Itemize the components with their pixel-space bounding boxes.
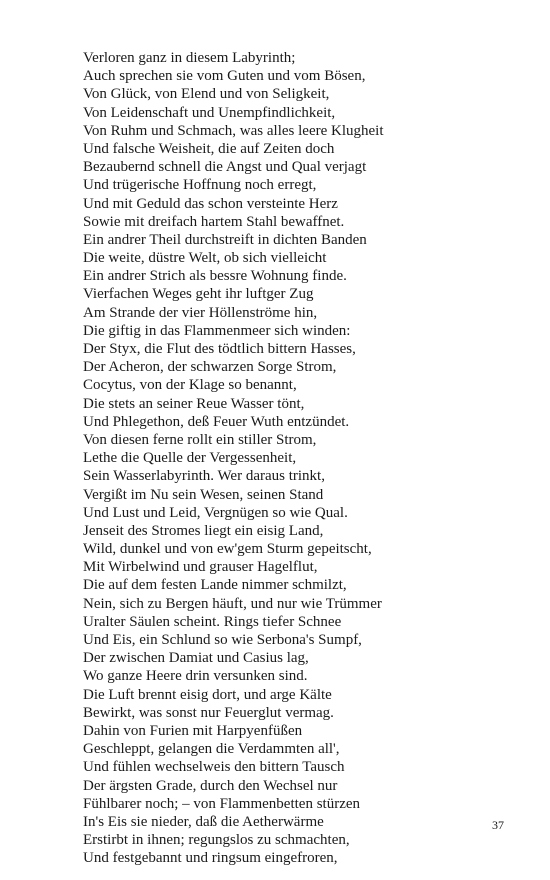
poem-line: Jenseit des Stromes liegt ein eisig Land, — [83, 522, 324, 539]
poem-line: Und mit Geduld das schon versteinte Herz — [83, 195, 338, 212]
poem-line: Der zwischen Damiat und Casius lag, — [83, 650, 309, 667]
poem-line: Und Eis, ein Schlund so wie Serbona's Sumpf, — [83, 632, 362, 648]
poem-line: Geschleppt, gelangen die Verdammten all', — [83, 741, 340, 758]
poem-line: Bewirkt, was sonst nur Feuerglut vermag. — [83, 704, 334, 721]
poem-line: Der ärgsten Grade, durch den Wechsel nur — [83, 777, 338, 794]
poem-line: Von Glück, von Elend und von Seligkeit, — [83, 86, 330, 103]
poem-line: Lethe die Quelle der Vergessenheit, — [83, 450, 297, 467]
poem-line: Sein Wasserlabyrinth. Wer daraus trinkt, — [83, 468, 325, 485]
poem-line: Und Lust und Leid, Vergnügen so wie Qual. — [83, 504, 348, 521]
poem-line: Und Phlegethon, deß Feuer Wuth entzündet. — [83, 413, 350, 430]
poem-line: Fühlbarer noch; – von Flammenbetten stürzen — [83, 795, 361, 812]
poem-line: Uralter Säulen scheint. Rings tiefer Schnee — [83, 613, 342, 630]
poem-line: Und festgebannt und ringsum eingefroren, — [83, 850, 338, 867]
poem-line: Und fühlen wechselweis den bittern Tausch — [83, 759, 345, 776]
poem-line: Ein andrer Strich als bessre Wohnung finde. — [83, 268, 347, 285]
poem-line: Vergißt im Nu sein Wesen, seinen Stand — [83, 486, 324, 503]
poem-line: Wo ganze Heere drin versunken sind. — [83, 668, 308, 685]
poem-line: Bezaubernd schnell die Angst und Qual verjagt — [83, 159, 367, 176]
poem-line: Cocytus, von der Klage so benannt, — [83, 377, 297, 394]
poem-line: In's Eis sie nieder, daß die Aetherwärme — [83, 813, 324, 830]
poem-line: Mit Wirbelwind und grauser Hagelflut, — [83, 559, 318, 576]
poem-line: Dahin von Furien mit Harpyenfüßen — [83, 722, 303, 739]
poem-line: Und falsche Weisheit, die auf Zeiten doch — [83, 140, 335, 157]
poem-line: Wild, dunkel und von ew'gem Sturm gepeitscht, — [83, 541, 372, 558]
poem-line: Die stets an seiner Reue Wasser tönt, — [83, 395, 305, 412]
poem-line: Von diesen ferne rollt ein stiller Strom, — [83, 431, 317, 448]
poem-line: Die Luft brennt eisig dort, und arge Kälte — [83, 686, 332, 703]
page-number: 37 — [492, 818, 504, 832]
poem-line: Sowie mit dreifach hartem Stahl bewaffnet. — [83, 213, 345, 230]
poem-line: Von Ruhm und Schmach, was alles leere Klugheit — [83, 122, 384, 139]
poem-line: Am Strande der vier Höllenströme hin, — [83, 304, 318, 321]
poem-line: Die weite, düstre Welt, ob sich vielleicht — [83, 250, 327, 267]
poem-line: Der Styx, die Flut des tödtlich bittern Hasses, — [83, 341, 356, 357]
poem-line: Die auf dem festen Lande nimmer schmilzt, — [83, 577, 347, 594]
poem-line: Auch sprechen sie vom Guten und vom Bösen, — [83, 68, 366, 85]
poem-line: Verloren ganz in diesem Labyrinth; — [83, 50, 296, 66]
poem-text — [83, 49, 384, 867]
poem-line: Und trügerische Hoffnung noch erregt, — [83, 177, 317, 194]
poem-line: Erstirbt in ihnen; regungslos zu schmachten, — [83, 832, 350, 849]
poem-line: Vierfachen Weges geht ihr luftger Zug — [83, 286, 314, 303]
poem-line: Die giftig in das Flammenmeer sich winden: — [83, 322, 351, 339]
poem-line: Nein, sich zu Bergen häuft, und nur wie Trümmer — [83, 595, 382, 612]
poem-line: Der Acheron, der schwarzen Sorge Strom, — [83, 359, 337, 376]
poem-line: Ein andrer Theil durchstreift in dichten Banden — [83, 231, 367, 248]
poem-line: Von Leidenschaft und Unempfindlichkeit, — [83, 104, 336, 121]
